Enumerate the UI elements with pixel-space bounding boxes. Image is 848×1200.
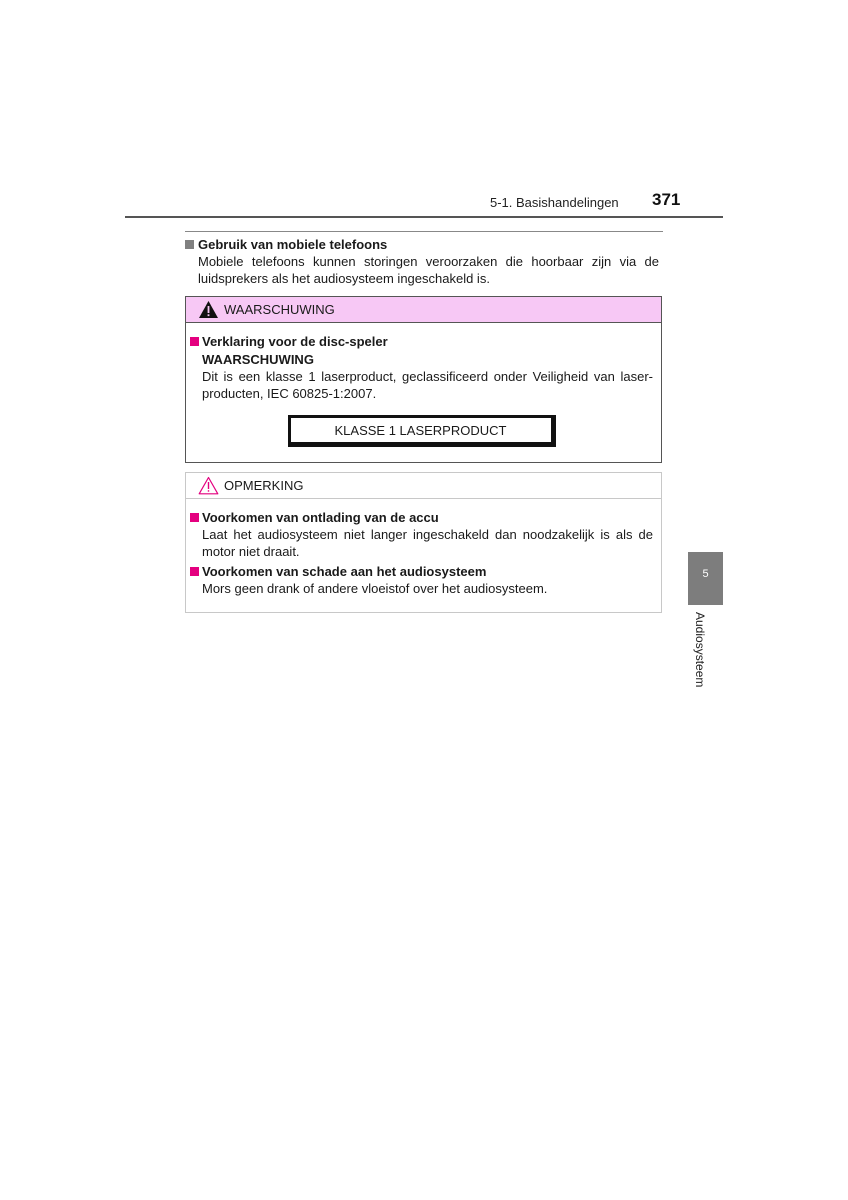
note-item-title bbox=[190, 563, 653, 580]
mobile-phone-section-body: Mobiele telefoons kunnen storingen veroorzaken die hoorbaar zijn via de luidsprekers als het audiosysteem ingeschakeld is. bbox=[198, 254, 659, 286]
magenta-square-bullet-icon bbox=[190, 337, 199, 346]
warning-box-content bbox=[186, 323, 661, 447]
note-item-title bbox=[190, 509, 653, 526]
warning-triangle-icon bbox=[198, 300, 219, 319]
disc-player-subtitle: WAARSCHUWING bbox=[202, 352, 314, 367]
disc-player-title-text: Verklaring voor de disc-speler bbox=[202, 334, 388, 349]
chapter-number: 5 bbox=[702, 568, 709, 580]
warning-box-label: WAARSCHUWING bbox=[224, 302, 335, 317]
gray-square-bullet-icon bbox=[185, 240, 194, 249]
laser-product-label: KLASSE 1 LASERPRODUCT bbox=[288, 415, 556, 447]
disc-player-body: Dit is een klasse 1 laserproduct, geclassificeerd onder Veiligheid van laser-producten, IEC 60825-1:2007. bbox=[202, 369, 653, 401]
note-box bbox=[185, 472, 662, 613]
warning-box-header bbox=[186, 297, 661, 323]
note-item-title-text: Voorkomen van ontlading van de accu bbox=[202, 510, 439, 525]
magenta-square-bullet-icon bbox=[190, 513, 199, 522]
chapter-tab bbox=[688, 552, 723, 605]
caution-triangle-icon bbox=[198, 476, 219, 495]
note-box-label: OPMERKING bbox=[224, 478, 304, 493]
warning-box bbox=[185, 296, 662, 463]
disc-player-title bbox=[190, 333, 653, 350]
mobile-phone-section bbox=[185, 236, 659, 287]
chapter-title-vertical: Audiosysteem bbox=[693, 612, 707, 688]
page-number: 371 bbox=[652, 190, 681, 209]
note-box-header bbox=[186, 473, 661, 499]
note-item bbox=[190, 509, 653, 560]
mobile-phone-title-text: Gebruik van mobiele telefoons bbox=[198, 237, 388, 252]
section-rule bbox=[185, 231, 663, 232]
note-item bbox=[190, 563, 653, 597]
note-box-content bbox=[186, 499, 661, 597]
magenta-square-bullet-icon bbox=[190, 567, 199, 576]
header-rule bbox=[125, 216, 723, 218]
mobile-phone-section-title bbox=[185, 236, 659, 253]
note-item-title-text: Voorkomen van schade aan het audiosysteem bbox=[202, 564, 487, 579]
note-item-body: Laat het audiosysteem niet langer ingeschakeld dan noodzakelijk is als de motor niet draait. bbox=[202, 527, 653, 559]
header-section-title: 5-1. Basishandelingen bbox=[490, 195, 619, 210]
note-item-body: Mors geen drank of andere vloeistof over het audiosysteem. bbox=[202, 581, 548, 596]
